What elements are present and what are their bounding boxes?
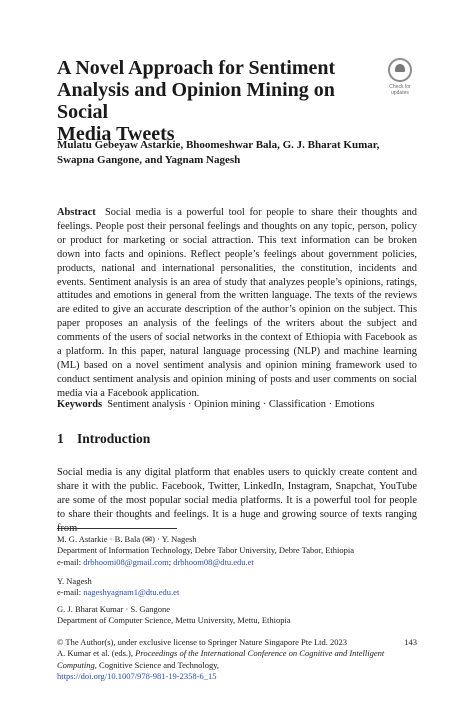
footnote-block-2 (57, 576, 417, 599)
page-number: 143 (404, 637, 417, 647)
series: , Cognitive Science and Technology, (94, 659, 220, 670)
section-number: 1 (57, 431, 64, 446)
paper-title (57, 57, 367, 145)
title-line: Analysis and Opinion Mining on Social (57, 79, 335, 123)
email-separator: ; (168, 556, 172, 567)
email-link[interactable]: drbhoom08@dtu.edu.et (173, 556, 254, 567)
author-list (57, 138, 417, 168)
badge-text (381, 84, 419, 96)
email-link[interactable]: nageshyagnam1@dtu.edu.et (83, 587, 180, 598)
abstract (57, 206, 417, 401)
badge-line: Check for (389, 84, 411, 90)
footnote-block-3 (57, 604, 417, 627)
abstract-label: Abstract (57, 207, 96, 218)
section-title: Introduction (77, 431, 151, 446)
email-label: e-mail: (57, 587, 82, 598)
footnote-affiliation: Department of Computer Science, Mettu University, Mettu, Ethiopia (57, 615, 291, 626)
citation-line (57, 648, 392, 671)
footnote-affiliation: Department of Information Technology, Debre Tabor University, Debre Tabor, Ethiopia (57, 545, 355, 556)
footnote-email-line (57, 557, 417, 568)
doi-link[interactable]: https://doi.org/10.1007/978-981-19-2358-6_15 (57, 670, 217, 681)
intro-paragraph: Social media is any digital platform that enables users to quickly create content and share it with the public. Facebook, Twitter, LinkedIn, Instagram, Snapchat, YouTube are some of the most popular social media platforms. It is a powerful tool for people to share their thoughts and feelings. It is a huge and growing source of texts ranging from (57, 467, 417, 534)
email-label: e-mail: (57, 556, 82, 567)
keywords-label: Keywords (57, 399, 103, 410)
citation-block (57, 637, 392, 682)
footnote-names: Y. Nagesh (57, 576, 92, 586)
email-link[interactable]: drbhoomi08@gmail.com (83, 556, 169, 567)
abstract-text: Social media is a powerful tool for people to share their thoughts and feelings. People post their personal feelings and thoughts on any topic, person, policy or product for marketing or social attraction. This text information can be broken down into facts and opinions. Reflect people’s feelings about government policies, products, national and international personalities, the constitution, incidents and events. Sentiment analysis is an area of study that analyzes people’s opinions, ratings, attitudes and emotions in general from the written language. The texts of the reviews are edited to give an accurate description of the author’s opinion on the subject. This paper proposes an analysis of the feelings of the writers about the subject and comments of the users of social networks in the context of Ethiopia with Facebook as a platform. In this paper, natural language processing (NLP) and machine learning (ML) based on a novel sentiment analysis and opinion mining framework used to conduct sentiment analysis and opinion mining of posts and user comments on social media via a Facebook application. (57, 207, 418, 399)
keywords (57, 398, 417, 412)
author-line: Mulatu Gebeyaw Astarkie, Bhoomeshwar Bala, G. J. Bharat Kumar, (57, 139, 380, 151)
title-line: Media Tweets (57, 123, 175, 145)
footnote-names: M. G. Astarkie · B. Bala (✉) · Y. Nagesh (57, 534, 197, 544)
badge-line: updates (391, 90, 409, 96)
editors: A. Kumar et al. (eds.), (57, 648, 134, 659)
footnote-block-1 (57, 534, 417, 568)
proceedings-title: Proceedings of the International Conference on Cognitive and Intelligent Computing (57, 648, 385, 670)
check-for-updates-icon (388, 58, 412, 82)
author-line: Swapna Gangone, and Yagnam Nagesh (57, 154, 241, 166)
title-line: A Novel Approach for Sentiment (57, 57, 336, 79)
section-heading (57, 431, 417, 447)
footnote-names: G. J. Bharat Kumar · S. Gangone (57, 604, 171, 614)
check-for-updates-badge[interactable] (381, 58, 419, 96)
footnote-email-line (57, 587, 417, 598)
copyright-line: © The Author(s), under exclusive license to Springer Nature Singapore Pte Ltd. 2023 (57, 637, 348, 647)
keywords-text: Sentiment analysis · Opinion mining · Classification · Emotions (107, 399, 375, 410)
footnote-rule (57, 528, 177, 529)
